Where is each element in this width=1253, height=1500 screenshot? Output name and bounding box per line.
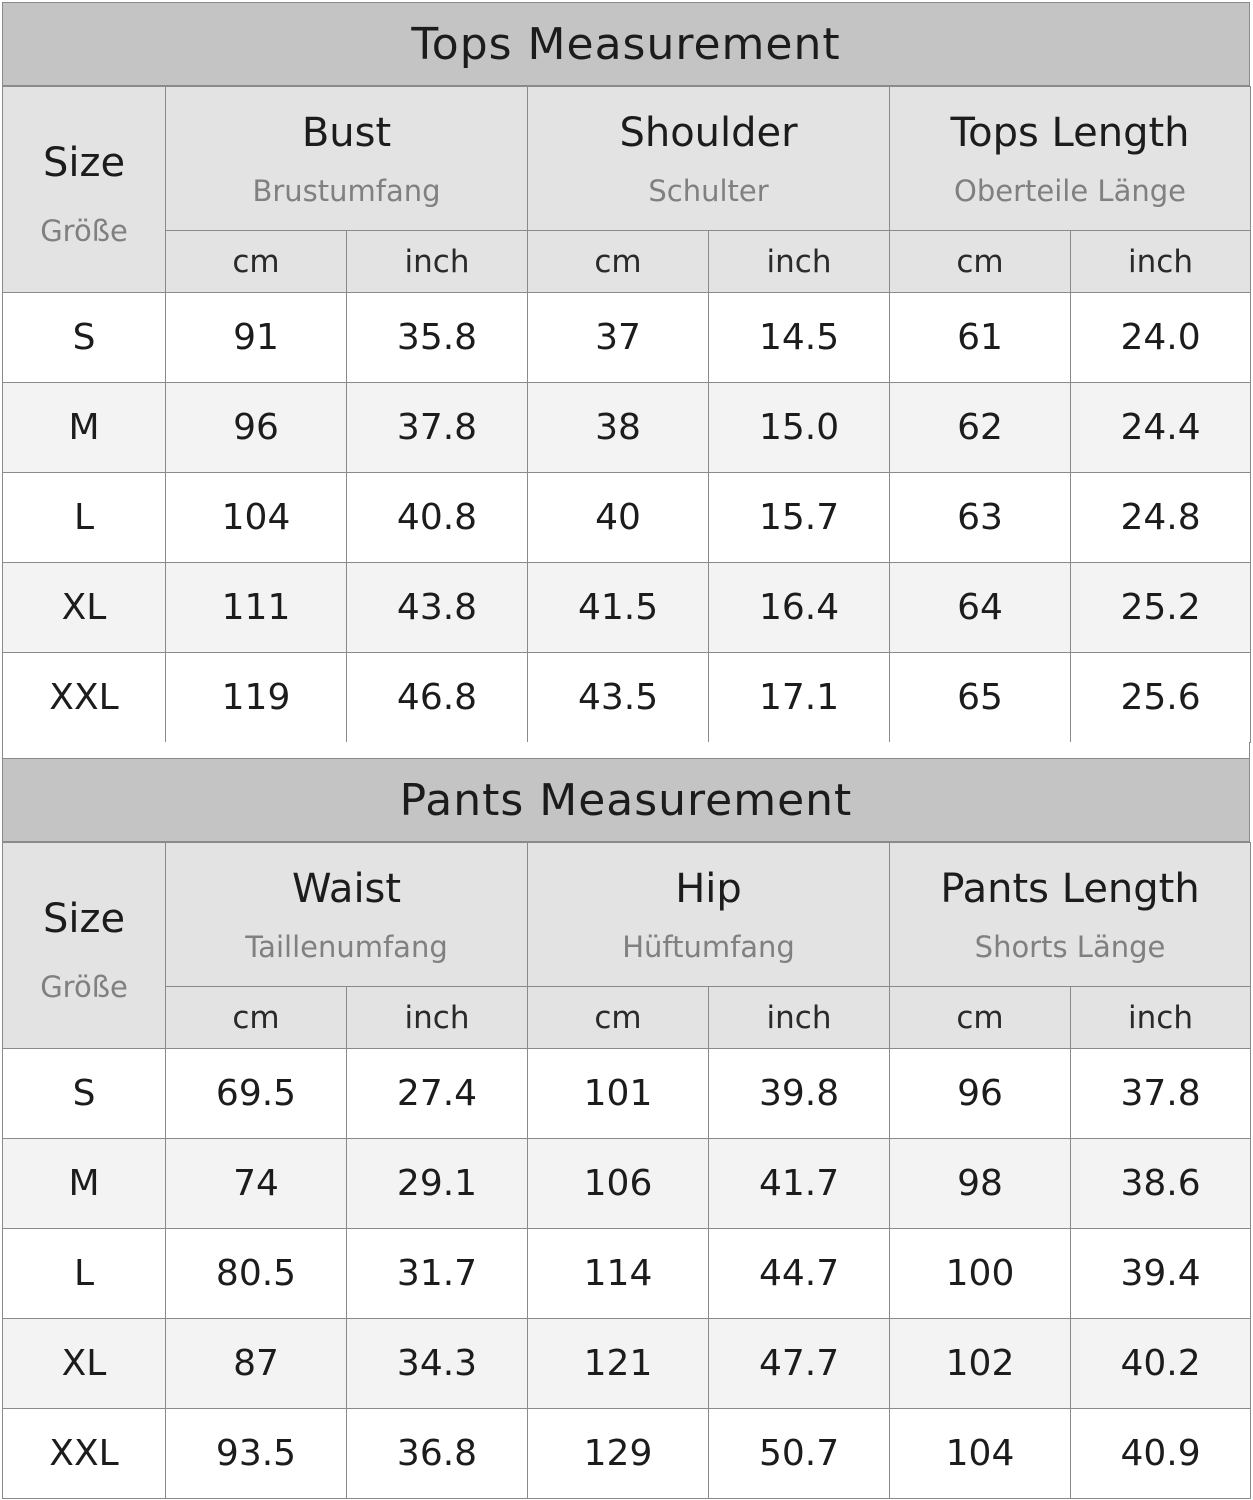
value-cell: 74 (166, 1139, 347, 1229)
group-header-bust (166, 87, 528, 231)
value-cell: 40 (528, 473, 709, 563)
table-row (3, 1139, 1251, 1229)
value-cell: 40.9 (1071, 1409, 1251, 1499)
value-cell: 100 (890, 1229, 1071, 1319)
unit-header: inch (347, 987, 528, 1049)
group-label: Bust (301, 109, 392, 156)
size-cell: L (3, 473, 166, 563)
group-label: Shoulder (619, 109, 798, 156)
value-cell: 96 (890, 1049, 1071, 1139)
value-cell: 35.8 (347, 293, 528, 383)
group-header-shoulder (528, 87, 890, 231)
value-cell: 17.1 (709, 653, 890, 743)
value-cell: 36.8 (347, 1409, 528, 1499)
value-cell: 37.8 (1071, 1049, 1251, 1139)
value-cell: 119 (166, 653, 347, 743)
value-cell: 50.7 (709, 1409, 890, 1499)
group-header-tops-length (890, 87, 1251, 231)
group-label: Hip (675, 865, 742, 912)
value-cell: 34.3 (347, 1319, 528, 1409)
value-cell: 62 (890, 383, 1071, 473)
value-cell: 111 (166, 563, 347, 653)
group-header-waist (166, 843, 528, 987)
value-cell: 93.5 (166, 1409, 347, 1499)
size-cell: S (3, 1049, 166, 1139)
group-label: Tops Length (950, 109, 1190, 156)
group-label: Waist (291, 865, 402, 912)
size-cell: L (3, 1229, 166, 1319)
group-label-de: Hüftumfang (622, 929, 795, 964)
unit-header: inch (1071, 987, 1251, 1049)
value-cell: 114 (528, 1229, 709, 1319)
size-label-de: Größe (40, 969, 128, 1004)
unit-header: cm (528, 987, 709, 1049)
table-row (3, 1409, 1251, 1499)
pants-title: Pants Measurement (2, 758, 1250, 842)
unit-header: inch (709, 231, 890, 293)
value-cell: 39.8 (709, 1049, 890, 1139)
value-cell: 41.7 (709, 1139, 890, 1229)
table-row (3, 1229, 1251, 1319)
table-row (3, 563, 1251, 653)
value-cell: 64 (890, 563, 1071, 653)
value-cell: 24.8 (1071, 473, 1251, 563)
value-cell: 87 (166, 1319, 347, 1409)
size-label: Size (42, 895, 126, 942)
pants-size-header (3, 843, 166, 1049)
pants-table (2, 842, 1251, 1499)
unit-header: cm (166, 987, 347, 1049)
size-cell: M (3, 1139, 166, 1229)
unit-header: inch (1071, 231, 1251, 293)
value-cell: 104 (166, 473, 347, 563)
value-cell: 44.7 (709, 1229, 890, 1319)
value-cell: 96 (166, 383, 347, 473)
value-cell: 14.5 (709, 293, 890, 383)
value-cell: 15.7 (709, 473, 890, 563)
unit-header: cm (890, 231, 1071, 293)
value-cell: 80.5 (166, 1229, 347, 1319)
value-cell: 106 (528, 1139, 709, 1229)
value-cell: 25.6 (1071, 653, 1251, 743)
size-cell: S (3, 293, 166, 383)
value-cell: 37 (528, 293, 709, 383)
unit-header: cm (528, 231, 709, 293)
value-cell: 47.7 (709, 1319, 890, 1409)
group-label-de: Oberteile Länge (954, 173, 1186, 208)
unit-header: inch (709, 987, 890, 1049)
value-cell: 102 (890, 1319, 1071, 1409)
value-cell: 91 (166, 293, 347, 383)
value-cell: 24.0 (1071, 293, 1251, 383)
size-cell: XL (3, 1319, 166, 1409)
value-cell: 69.5 (166, 1049, 347, 1139)
value-cell: 65 (890, 653, 1071, 743)
value-cell: 38 (528, 383, 709, 473)
value-cell: 46.8 (347, 653, 528, 743)
section-divider (2, 742, 1250, 758)
value-cell: 41.5 (528, 563, 709, 653)
value-cell: 98 (890, 1139, 1071, 1229)
table-row (3, 383, 1251, 473)
size-cell: XL (3, 563, 166, 653)
value-cell: 40.2 (1071, 1319, 1251, 1409)
value-cell: 40.8 (347, 473, 528, 563)
group-label-de: Taillenumfang (245, 929, 448, 964)
size-cell: XXL (3, 1409, 166, 1499)
unit-header: cm (166, 231, 347, 293)
value-cell: 39.4 (1071, 1229, 1251, 1319)
group-header-hip (528, 843, 890, 987)
size-label-de: Größe (40, 213, 128, 248)
table-row (3, 1319, 1251, 1409)
tops-title: Tops Measurement (2, 2, 1250, 86)
group-label-de: Shorts Länge (974, 929, 1166, 964)
group-label-de: Schulter (648, 173, 769, 208)
value-cell: 31.7 (347, 1229, 528, 1319)
size-cell: M (3, 383, 166, 473)
unit-header: inch (347, 231, 528, 293)
value-cell: 27.4 (347, 1049, 528, 1139)
table-row (3, 653, 1251, 743)
table-row (3, 1049, 1251, 1139)
value-cell: 29.1 (347, 1139, 528, 1229)
value-cell: 121 (528, 1319, 709, 1409)
value-cell: 15.0 (709, 383, 890, 473)
value-cell: 101 (528, 1049, 709, 1139)
tops-size-header (3, 87, 166, 293)
unit-header: cm (890, 987, 1071, 1049)
value-cell: 63 (890, 473, 1071, 563)
table-row (3, 293, 1251, 383)
value-cell: 16.4 (709, 563, 890, 653)
value-cell: 61 (890, 293, 1071, 383)
value-cell: 104 (890, 1409, 1071, 1499)
value-cell: 129 (528, 1409, 709, 1499)
value-cell: 25.2 (1071, 563, 1251, 653)
table-row (3, 473, 1251, 563)
group-header-pants-length (890, 843, 1251, 987)
value-cell: 37.8 (347, 383, 528, 473)
value-cell: 24.4 (1071, 383, 1251, 473)
value-cell: 38.6 (1071, 1139, 1251, 1229)
size-label: Size (42, 139, 126, 186)
tops-table (2, 86, 1251, 743)
group-label-de: Brustumfang (252, 173, 441, 208)
group-label: Pants Length (940, 865, 1200, 912)
size-cell: XXL (3, 653, 166, 743)
value-cell: 43.5 (528, 653, 709, 743)
value-cell: 43.8 (347, 563, 528, 653)
